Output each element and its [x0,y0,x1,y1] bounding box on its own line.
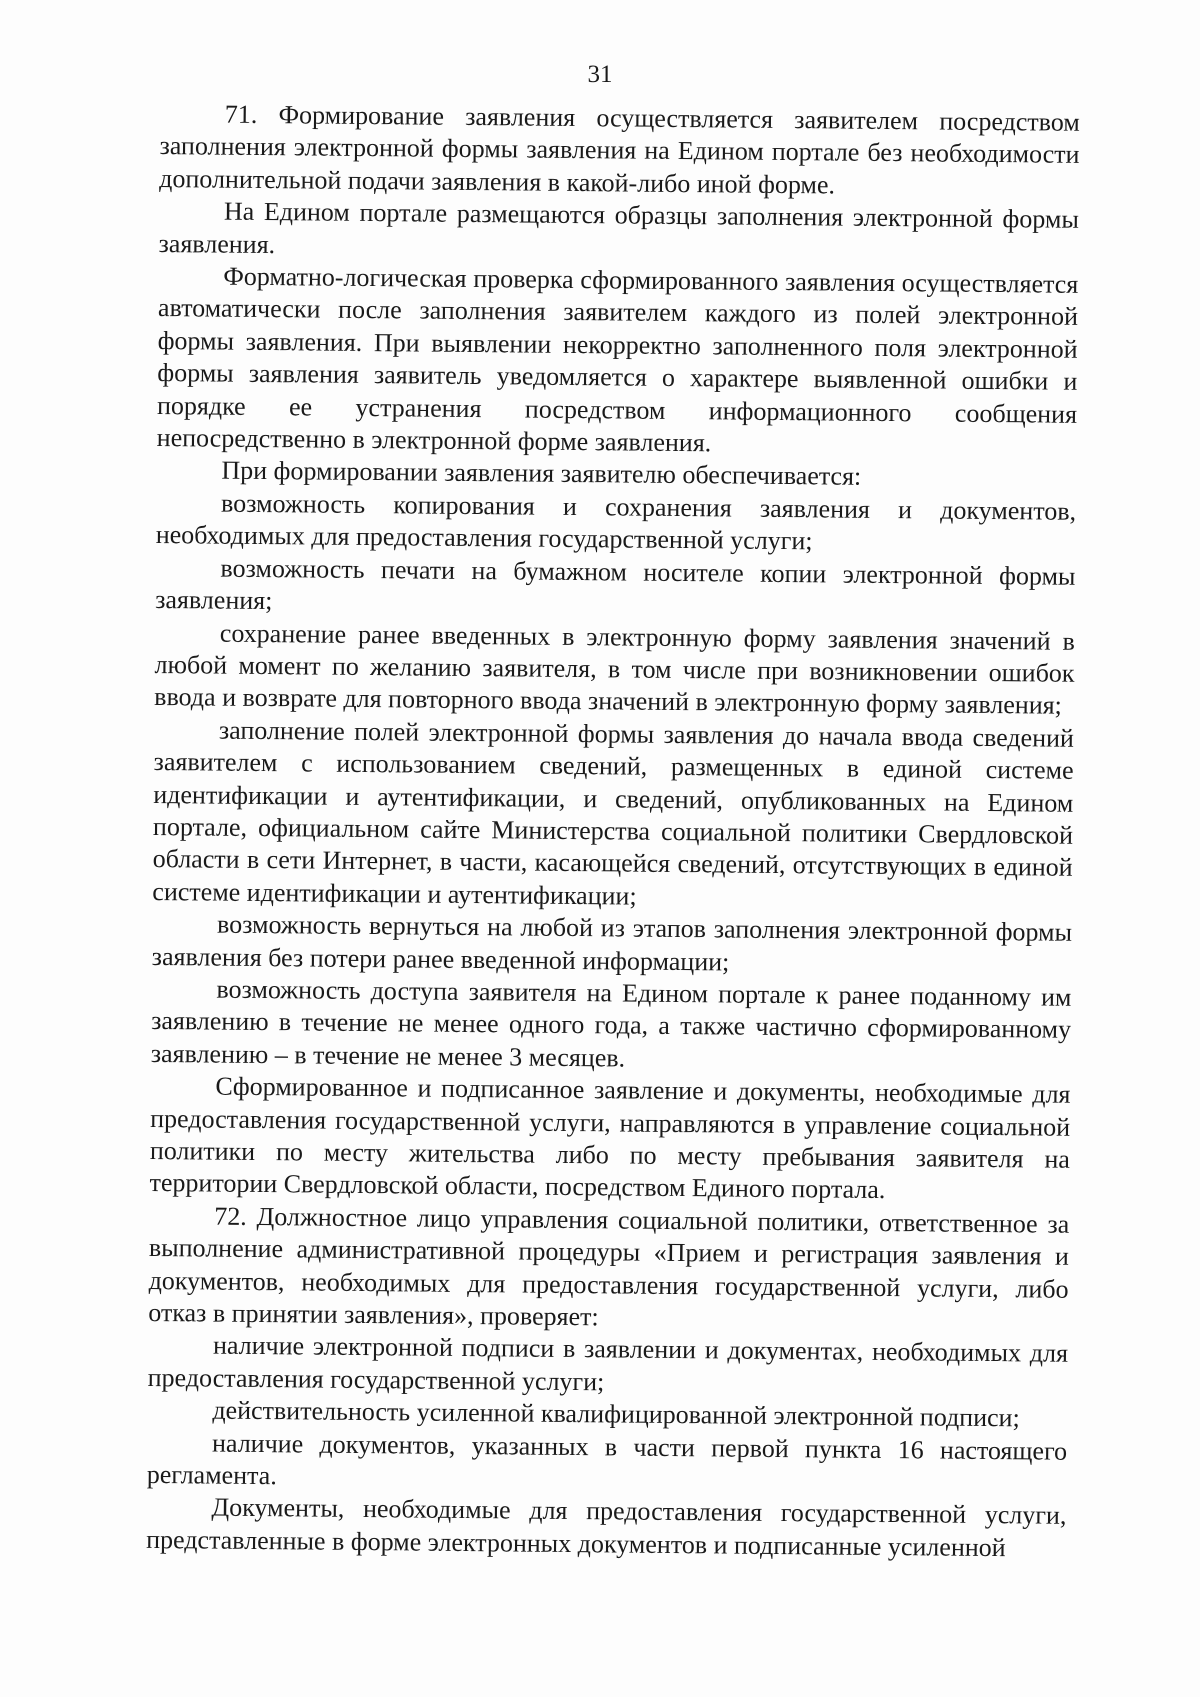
list-item-signature-presence: наличие электронной подписи в заявлении и документах, необходимых для предоставления государственной услуги; [147,1331,1069,1397]
paragraph-71: 71. Формирование заявления осуществляется заявителем посредством заполнения электронной формы заявления на Едином портале без необходимости дополнительной подачи заявления в какой-либо иной форме. [159,99,1080,200]
list-item-copy-save: возможность копирования и сохранения заявления и документов, необходимых для предоставления государственной услуги; [155,488,1077,556]
paragraph-samples: На Едином портале размещаются образцы заполнения электронной формы заявления. [158,196,1080,259]
list-item-signature-validity: действительность усиленной квалифицированной электронной подписи; [212,1395,1020,1433]
document-body [146,98,1080,1565]
list-item-print: возможность печати на бумажном носителе копии электронной формы заявления; [155,553,1076,616]
page-number: 31 [587,61,613,88]
paragraph-72: 72. Должностное лицо управления социальной политики, ответственное за выполнение административной процедуры «Прием и регистрация заявления и документов, необходимых для предоставления государственной услуги, либо отказ в принятии заявления», проверяет: [148,1201,1070,1332]
paragraph-submission: Сформированное и подписанное заявление и документы, необходимые для предоставления государственной услуги, направляются в управление социальной политики по месту жительства либо по месту пребывания заявителя на территории Свердловской области, посредством Единого портала. [149,1071,1071,1205]
list-item-prefill: заполнение полей электронной формы заявления до начала ввода сведений заявителем с использованием сведений, размещенных в единой системе идентификации и аутентификации, и сведений, опубликованных на Едином портале, официальном сайте Министерства социальной политики Свердловской области в сети Интернет, в части, касающейся сведений, отсутствующих в единой системе идентификации и аутентификации; [152,715,1075,911]
paragraph-format-check: Форматно-логическая проверка сформированного заявления осуществляется автоматически после заполнения заявителем каждого из полей электронной формы заявления. При выявлении некорректно заполненного поля электронной формы заявления заявитель уведомляется о характере выявленной ошибки и порядке ее устранения посредством информационного сообщения непосредственно в электронной форме заявления. [156,261,1079,458]
list-item-save-values: сохранение ранее введенных в электронную форму заявления значений в любой момент по желанию заявителя, в том числе при возникновении ошибок ввода и возврате для повторного ввода значений в электронную форму заявления; [154,618,1075,720]
list-item-documents: наличие документов, указанных в части первой пункта 16 настоящего регламента. [146,1428,1068,1491]
list-item-access: возможность доступа заявителя на Едином портале к ранее поданному им заявлению в течение не менее одного года, а также частично сформированному заявлению – в течение не менее 3 месяцев. [150,974,1072,1073]
list-item-return-step: возможность вернуться на любой из этапов заполнения электронной формы заявления без потери ранее введенной информации; [151,909,1073,977]
paragraph-electronic-documents: Документы, необходимые для предоставления государственной услуги, представленные в форме электронных документов и подписанные усиленной [146,1493,1067,1563]
paragraph-provided-features: При формировании заявления заявителю обеспечивается: [221,456,862,492]
